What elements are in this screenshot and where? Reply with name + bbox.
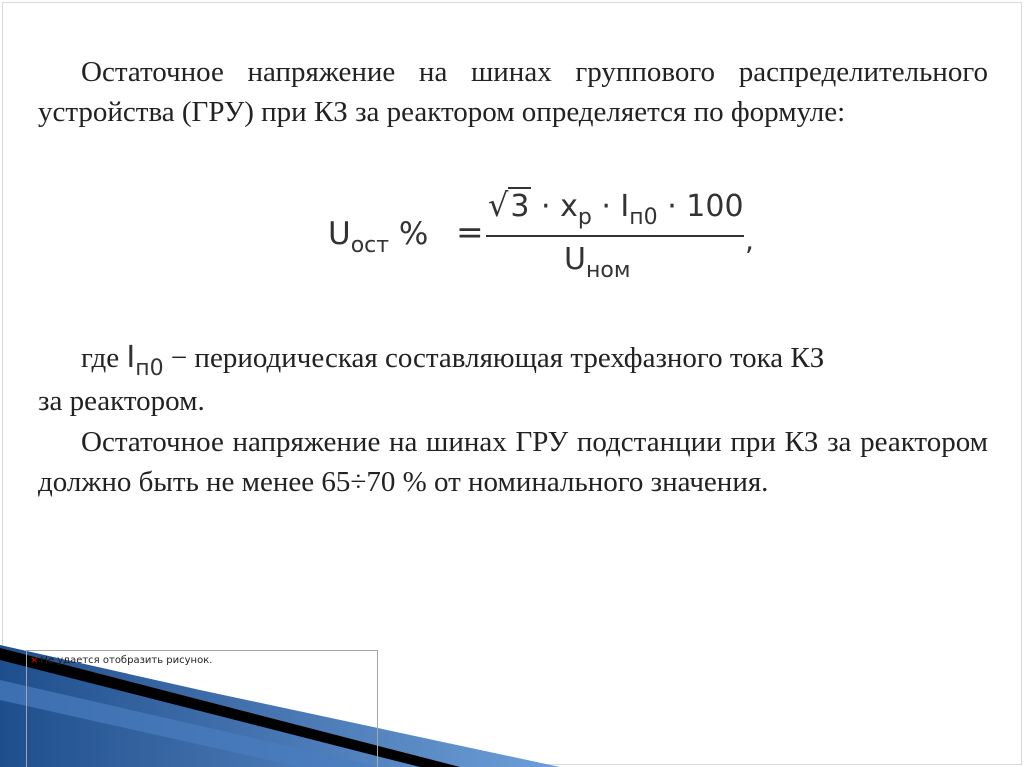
formula-num-100: · 100 (657, 189, 744, 224)
formula-lhs-u: U (328, 216, 351, 252)
definition-symbol-i: I (126, 340, 136, 375)
sqrt-icon: √ (488, 186, 509, 224)
formula-lhs-sub: ост (350, 233, 390, 258)
formula-num-i: · I (591, 189, 630, 224)
definition-prefix: где (81, 342, 127, 374)
formula-lhs-percent: % (389, 216, 429, 252)
fraction-bar (486, 235, 744, 237)
formula-comma: , (745, 224, 754, 257)
broken-image-icon: × (30, 655, 39, 666)
formula-sqrt-content: 3 (510, 189, 530, 224)
formula-den-sub: ном (585, 258, 631, 283)
paragraph-definition (38, 338, 988, 421)
formula-lhs (328, 216, 429, 258)
image-placeholder-frame (26, 650, 378, 767)
definition-text: − периодическая составляющая трехфазного тока КЗ (163, 342, 825, 374)
paragraph-conclusion: Остаточное напряжение на шинах ГРУ подстанции при КЗ за реактором должно быть не менее 65÷70 % от номинального значения. (38, 426, 988, 498)
image-placeholder-message (30, 655, 212, 666)
formula-num-x: · x (531, 189, 578, 224)
image-placeholder-text: Не удается отобразить рисунок. (40, 655, 213, 666)
formula-den-u: U (564, 242, 586, 277)
definition-symbol-sub: п0 (135, 356, 164, 381)
definition-symbol (126, 340, 164, 381)
formula-num-sub-r: р (577, 205, 592, 230)
definition-line2: за реактором. (38, 385, 205, 417)
formula-denominator (564, 242, 631, 283)
formula-num-sub-p0: п0 (629, 205, 658, 230)
formula-equals: = (456, 212, 484, 251)
formula (328, 186, 768, 286)
paragraph-intro: Остаточное напряжение на шинах группового распределительного устройства (ГРУ) при КЗ за реактором определяется по формуле: (38, 56, 988, 128)
formula-numerator (488, 186, 744, 230)
definition-line1 (38, 338, 988, 381)
